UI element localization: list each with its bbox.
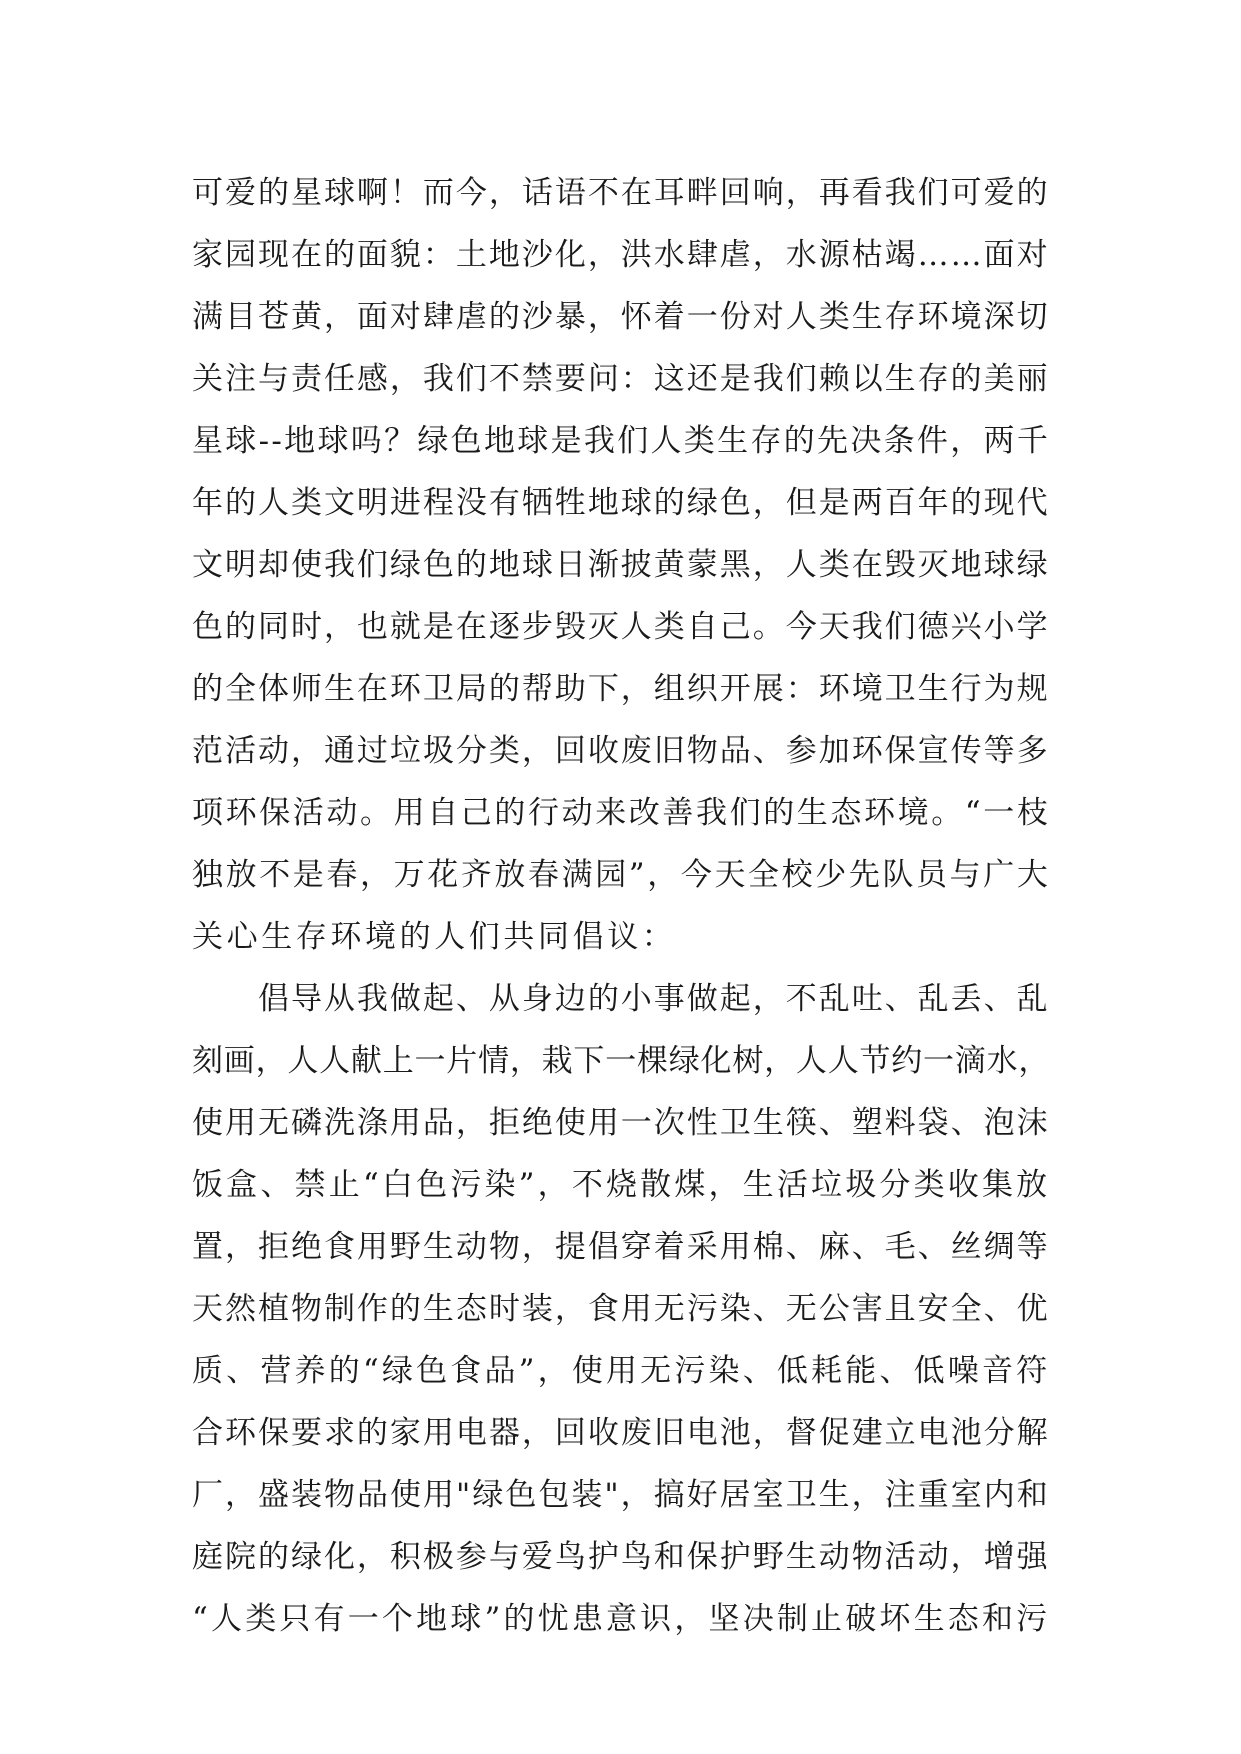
- text-line: 独放不是春，万花齐放春满园”，今天全校少先队员与广大: [192, 857, 1051, 893]
- text-line: 范活动，通过垃圾分类，回收废旧物品、参加环保宣传等多: [192, 733, 1050, 769]
- text-line: 厂，盛装物品使用"绿色包装"，搞好居室卫生，注重室内和: [192, 1477, 1050, 1513]
- text-line: 家园现在的面貌：土地沙化，洪水肆虐，水源枯竭……面对: [192, 237, 1050, 273]
- text-line: 置，拒绝食用野生动物，提倡穿着采用棉、麻、毛、丝绸等: [192, 1229, 1050, 1265]
- text-line: 年的人类文明进程没有牺牲地球的绿色，但是两百年的现代: [192, 485, 1050, 521]
- text-line: 使用无磷洗涤用品，拒绝使用一次性卫生筷、塑料袋、泡沫: [192, 1105, 1050, 1141]
- text-line: 倡导从我做起、从身边的小事做起，不乱吐、乱丢、乱: [192, 981, 1050, 1017]
- text-line: 庭院的绿化，积极参与爱鸟护鸟和保护野生动物活动，增强: [192, 1539, 1050, 1575]
- text-line: 关注与责任感，我们不禁要问：这还是我们赖以生存的美丽: [192, 361, 1050, 397]
- text-line: 项环保活动。用自己的行动来改善我们的生态环境。“一枝: [192, 795, 1051, 831]
- text-line: 星球--地球吗？绿色地球是我们人类生存的先决条件，两千: [192, 423, 1051, 459]
- text-line: 文明却使我们绿色的地球日渐披黄蒙黑，人类在毁灭地球绿: [192, 547, 1050, 583]
- text-line: 可爱的星球啊！而今，话语不在耳畔回响，再看我们可爱的: [192, 175, 1050, 211]
- text-line: 刻画，人人献上一片情，栽下一棵绿化树，人人节约一滴水，: [192, 1043, 1051, 1079]
- text-line: 色的同时，也就是在逐步毁灭人类自己。今天我们德兴小学: [192, 609, 1050, 645]
- text-line: 关心生存环境的人们共同倡议：: [192, 919, 677, 955]
- text-line: 饭盒、禁止“白色污染”，不烧散煤，生活垃圾分类收集放: [192, 1167, 1051, 1203]
- text-line: 合环保要求的家用电器，回收废旧电池，督促建立电池分解: [192, 1415, 1050, 1451]
- text-line: 天然植物制作的生态时装，食用无污染、无公害且安全、优: [192, 1291, 1050, 1327]
- text-line: 满目苍黄，面对肆虐的沙暴，怀着一份对人类生存环境深切: [192, 299, 1050, 335]
- text-line: 质、营养的“绿色食品”，使用无污染、低耗能、低噪音符: [192, 1353, 1051, 1389]
- body-text: [192, 162, 1050, 1650]
- text-line: “人类只有一个地球”的忧患意识，坚决制止破坏生态和污: [192, 1601, 1051, 1637]
- text-line: 的全体师生在环卫局的帮助下，组织开展：环境卫生行为规: [192, 671, 1050, 707]
